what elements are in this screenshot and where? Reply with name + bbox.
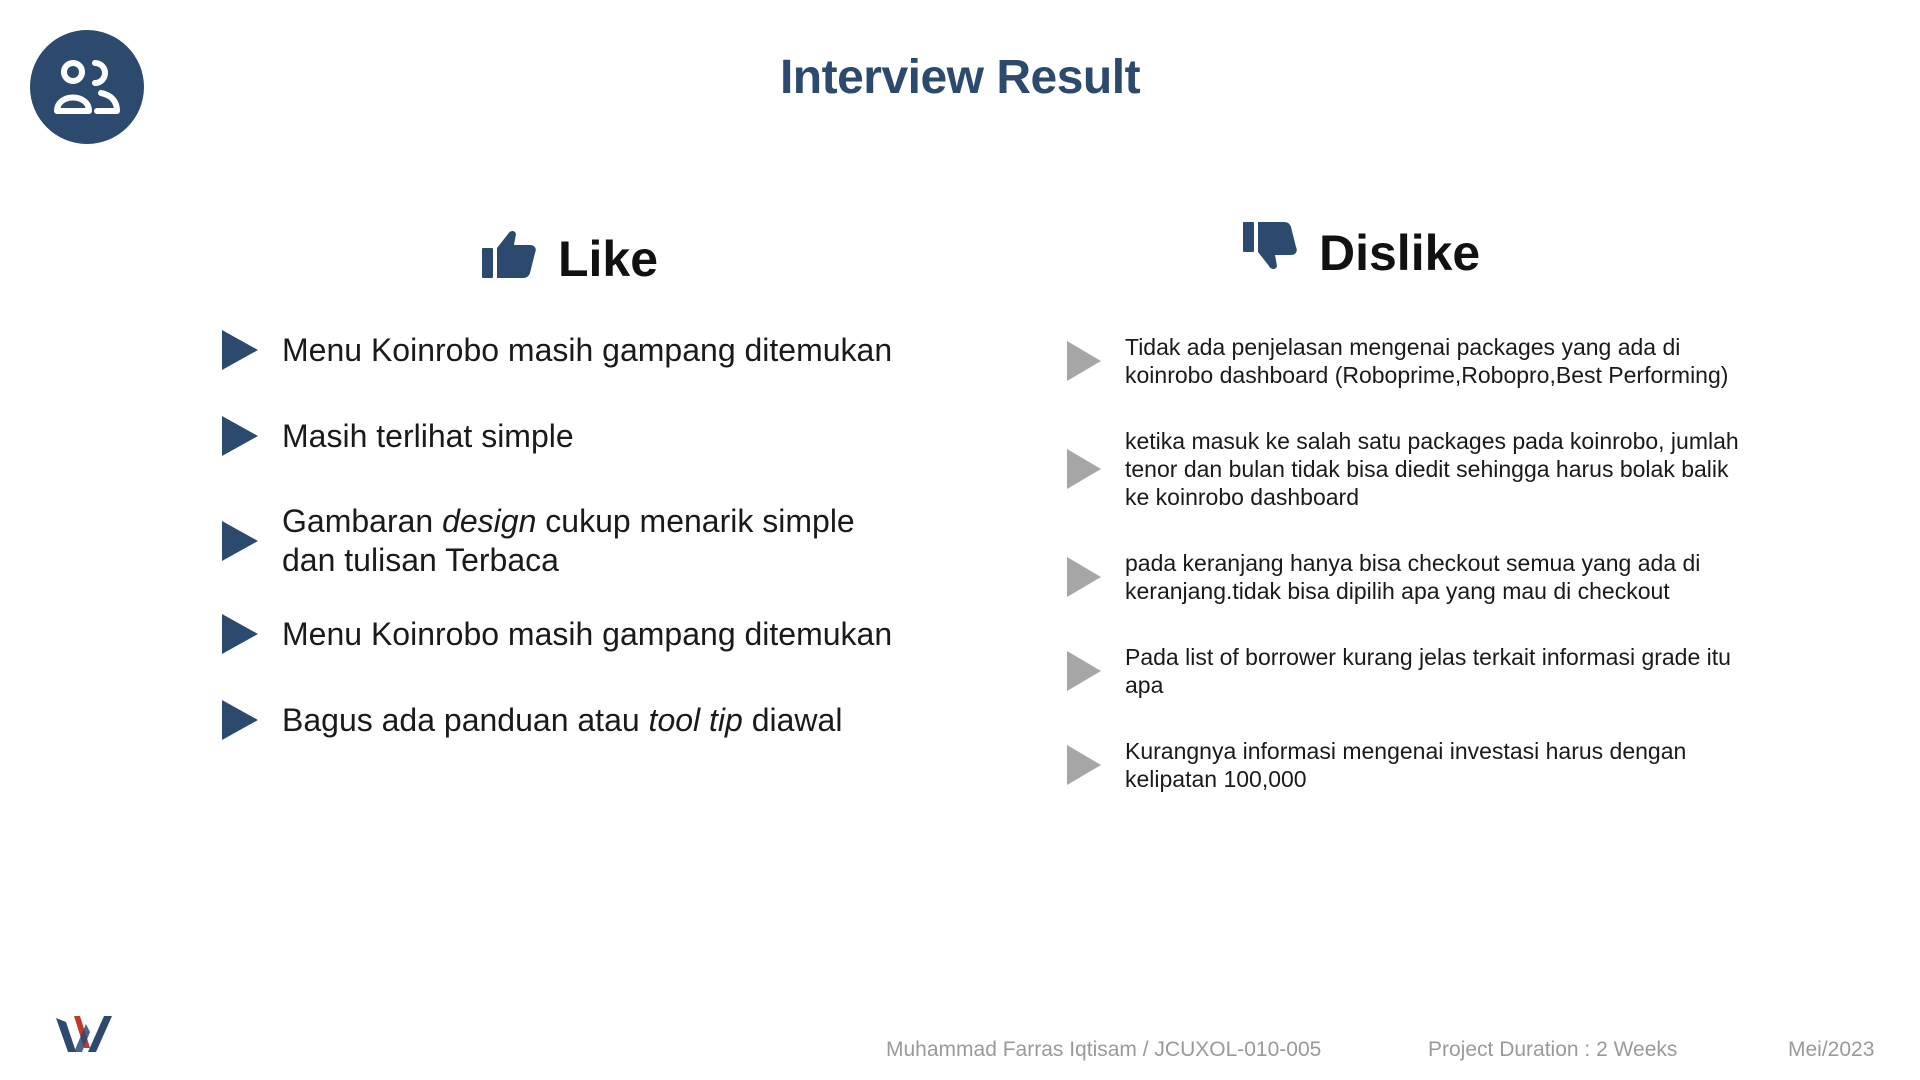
triangle-bullet-icon [1067,745,1101,785]
thumbs-down-icon [1243,222,1297,284]
list-item: pada keranjang hanya bisa checkout semua yang ada di keranjang.tidak bisa dipilih apa yang mau di checkout [1067,549,1767,605]
list-item: Menu Koinrobo masih gampang ditemukan [222,614,942,654]
triangle-bullet-icon [222,521,258,561]
list-item: Masih terlihat simple [222,416,942,456]
triangle-bullet-icon [1067,341,1101,381]
thumbs-up-icon [482,228,536,290]
like-heading-label: Like [558,231,659,287]
dislike-heading [1243,222,1480,284]
list-item: Kurangnya informasi mengenai investasi harus dengan kelipatan 100,000 [1067,737,1767,793]
list-item: Gambaran design cukup menarik simple dan tulisan Terbaca [222,502,942,580]
like-list [222,330,942,786]
w-logo-icon [54,1012,114,1061]
like-heading [482,228,658,290]
page-title: Interview Result [779,51,1141,104]
list-item: Bagus ada panduan atau tool tip diawal [222,700,942,740]
list-item: Tidak ada penjelasan mengenai packages yang ada di koinrobo dashboard (Roboprime,Robopro,Best Performing) [1067,333,1767,389]
triangle-bullet-icon [222,330,258,370]
list-item: Menu Koinrobo masih gampang ditemukan [222,330,942,370]
triangle-bullet-icon [1067,651,1101,691]
dislike-list [1067,333,1767,793]
triangle-bullet-icon [222,700,258,740]
footer-date: Mei/2023 [1788,1038,1875,1061]
footer-duration: Project Duration : 2 Weeks [1428,1038,1678,1061]
footer-author: Muhammad Farras Iqtisam / JCUXOL-010-005 [886,1038,1322,1061]
list-item: ketika masuk ke salah satu packages pada koinrobo, jumlah tenor dan bulan tidak bisa diedit sehingga harus bolak balik ke koinrobo dashboard [1067,427,1767,511]
triangle-bullet-icon [1067,449,1101,489]
list-item: Pada list of borrower kurang jelas terkait informasi grade itu apa [1067,643,1767,699]
triangle-bullet-icon [222,614,258,654]
triangle-bullet-icon [222,416,258,456]
triangle-bullet-icon [1067,557,1101,597]
dislike-heading-label: Dislike [1319,225,1481,281]
